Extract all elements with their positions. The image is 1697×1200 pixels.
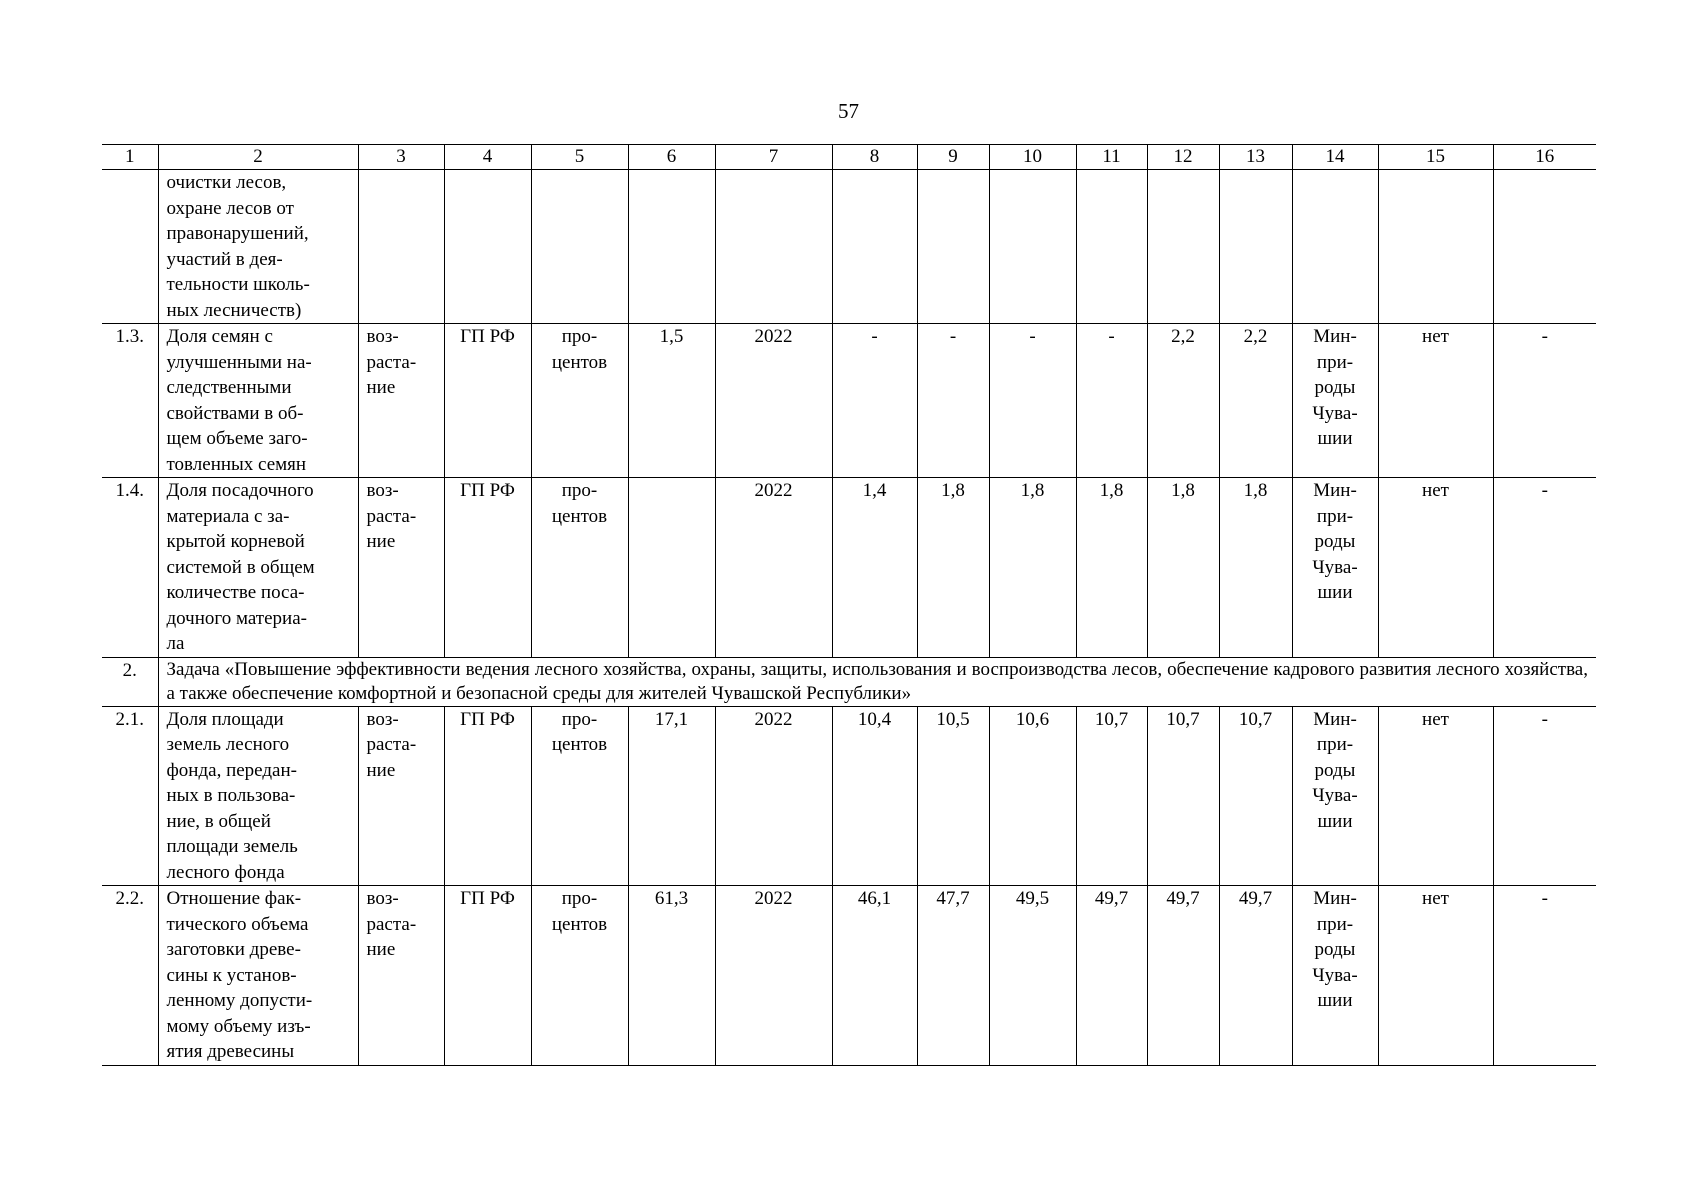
table-cell: 2022 xyxy=(715,324,832,478)
table-cell: 1,8 xyxy=(917,478,989,658)
table-cell: Мин- при- роды Чува- шии xyxy=(1292,478,1378,658)
table-row xyxy=(102,886,1596,1066)
table-cell: 2022 xyxy=(715,886,832,1066)
table-cell: - xyxy=(989,324,1076,478)
table-cell: - xyxy=(1493,886,1596,1066)
table-cell xyxy=(1076,170,1147,324)
indicator-name-cell: Доля площади земель лесного фонда, передан- ных в пользова- ние, в общей площади земель лесного фонда xyxy=(158,706,358,886)
table-cell: про- центов xyxy=(531,706,628,886)
table-cell: 1,8 xyxy=(1219,478,1292,658)
header-cell: 4 xyxy=(444,145,531,170)
header-cell: 8 xyxy=(832,145,917,170)
table-cell: 49,5 xyxy=(989,886,1076,1066)
table-cell: воз- раста- ние xyxy=(358,324,444,478)
header-cell: 13 xyxy=(1219,145,1292,170)
table-cell: 2,2 xyxy=(1147,324,1219,478)
table-cell: 1,5 xyxy=(628,324,715,478)
table-cell xyxy=(628,478,715,658)
indicator-name-cell: очистки лесов, охране лесов от правонарушений, участий в дея- тельности школь- ных лесничеств) xyxy=(158,170,358,324)
table-cell: ГП РФ xyxy=(444,324,531,478)
table-cell xyxy=(358,170,444,324)
table-cell: 1,8 xyxy=(1076,478,1147,658)
table-cell: нет xyxy=(1378,324,1493,478)
table-cell: нет xyxy=(1378,706,1493,886)
table-cell xyxy=(444,170,531,324)
task-number: 2. xyxy=(102,657,158,706)
table-cell xyxy=(917,170,989,324)
task-row xyxy=(102,657,1596,706)
header-cell: 15 xyxy=(1378,145,1493,170)
table-cell: 2,2 xyxy=(1219,324,1292,478)
table-cell xyxy=(1147,170,1219,324)
table-cell: воз- раста- ние xyxy=(358,886,444,1066)
table-cell: 49,7 xyxy=(1076,886,1147,1066)
table-cell: 2.2. xyxy=(102,886,158,1066)
header-cell: 10 xyxy=(989,145,1076,170)
table-cell: ГП РФ xyxy=(444,706,531,886)
table-cell: 10,7 xyxy=(1219,706,1292,886)
page-number: 57 xyxy=(838,99,859,123)
table-cell xyxy=(1219,170,1292,324)
table-cell xyxy=(1378,170,1493,324)
table-cell: 49,7 xyxy=(1147,886,1219,1066)
table-cell: 10,7 xyxy=(1147,706,1219,886)
header-cell: 9 xyxy=(917,145,989,170)
table-cell: - xyxy=(1493,478,1596,658)
table-cell: 10,4 xyxy=(832,706,917,886)
indicator-name-cell: Отношение фак- тического объема заготовки древе- сины к установ- ленному допусти- мому объему изъ- ятия древесины xyxy=(158,886,358,1066)
table-cell: - xyxy=(1493,324,1596,478)
header-cell: 6 xyxy=(628,145,715,170)
table-row xyxy=(102,478,1596,658)
table-cell: 2022 xyxy=(715,478,832,658)
table-cell xyxy=(832,170,917,324)
table-cell: 1.3. xyxy=(102,324,158,478)
table-cell: - xyxy=(1076,324,1147,478)
table-header-row xyxy=(102,145,1596,170)
table-cell: 1.4. xyxy=(102,478,158,658)
table-cell xyxy=(628,170,715,324)
header-cell: 12 xyxy=(1147,145,1219,170)
table-cell: про- центов xyxy=(531,886,628,1066)
table-cell: 10,6 xyxy=(989,706,1076,886)
header-cell: 3 xyxy=(358,145,444,170)
table-cell xyxy=(1292,170,1378,324)
header-cell: 1 xyxy=(102,145,158,170)
header-cell: 14 xyxy=(1292,145,1378,170)
table-cell xyxy=(1493,170,1596,324)
table-cell: 49,7 xyxy=(1219,886,1292,1066)
header-cell: 2 xyxy=(158,145,358,170)
indicator-name-cell: Доля посадочного материала с за- крытой корневой системой в общем количестве поса- дочного материа- ла xyxy=(158,478,358,658)
table-cell: 1,8 xyxy=(1147,478,1219,658)
table-row xyxy=(102,706,1596,886)
table-cell: нет xyxy=(1378,478,1493,658)
table-cell: - xyxy=(1493,706,1596,886)
table-cell: про- центов xyxy=(531,478,628,658)
header-cell: 5 xyxy=(531,145,628,170)
header-cell: 16 xyxy=(1493,145,1596,170)
table-cell: воз- раста- ние xyxy=(358,706,444,886)
header-cell: 7 xyxy=(715,145,832,170)
table-cell: 61,3 xyxy=(628,886,715,1066)
table-cell: ГП РФ xyxy=(444,478,531,658)
task-text: Задача «Повышение эффективности ведения лесного хозяйства, охраны, защиты, использования и воспроизводства лесов, обеспечение кадрового развития лесного хозяйства, а также обеспечение комфортной и безопасной среды для жителей Чувашской Республики» xyxy=(158,657,1596,706)
table-cell xyxy=(102,170,158,324)
table-cell: 2022 xyxy=(715,706,832,886)
indicator-name-cell: Доля семян с улучшенными на- следственными свойствами в об- щем объеме заго- товленных семян xyxy=(158,324,358,478)
table-cell: Мин- при- роды Чува- шии xyxy=(1292,886,1378,1066)
table-cell: 47,7 xyxy=(917,886,989,1066)
table-row xyxy=(102,170,1596,324)
table-cell: - xyxy=(917,324,989,478)
table-cell: 17,1 xyxy=(628,706,715,886)
table-cell xyxy=(715,170,832,324)
table-cell: 10,7 xyxy=(1076,706,1147,886)
table-cell: ГП РФ xyxy=(444,886,531,1066)
table-cell: 2.1. xyxy=(102,706,158,886)
table-cell: 1,4 xyxy=(832,478,917,658)
table-cell: Мин- при- роды Чува- шии xyxy=(1292,324,1378,478)
table-cell: 10,5 xyxy=(917,706,989,886)
indicators-table xyxy=(102,144,1596,1066)
table-cell: 1,8 xyxy=(989,478,1076,658)
table-cell: нет xyxy=(1378,886,1493,1066)
table-row xyxy=(102,324,1596,478)
table-cell xyxy=(531,170,628,324)
table-cell: воз- раста- ние xyxy=(358,478,444,658)
table-cell: про- центов xyxy=(531,324,628,478)
table-cell: - xyxy=(832,324,917,478)
table-cell xyxy=(989,170,1076,324)
table-cell: 46,1 xyxy=(832,886,917,1066)
header-cell: 11 xyxy=(1076,145,1147,170)
table-cell: Мин- при- роды Чува- шии xyxy=(1292,706,1378,886)
